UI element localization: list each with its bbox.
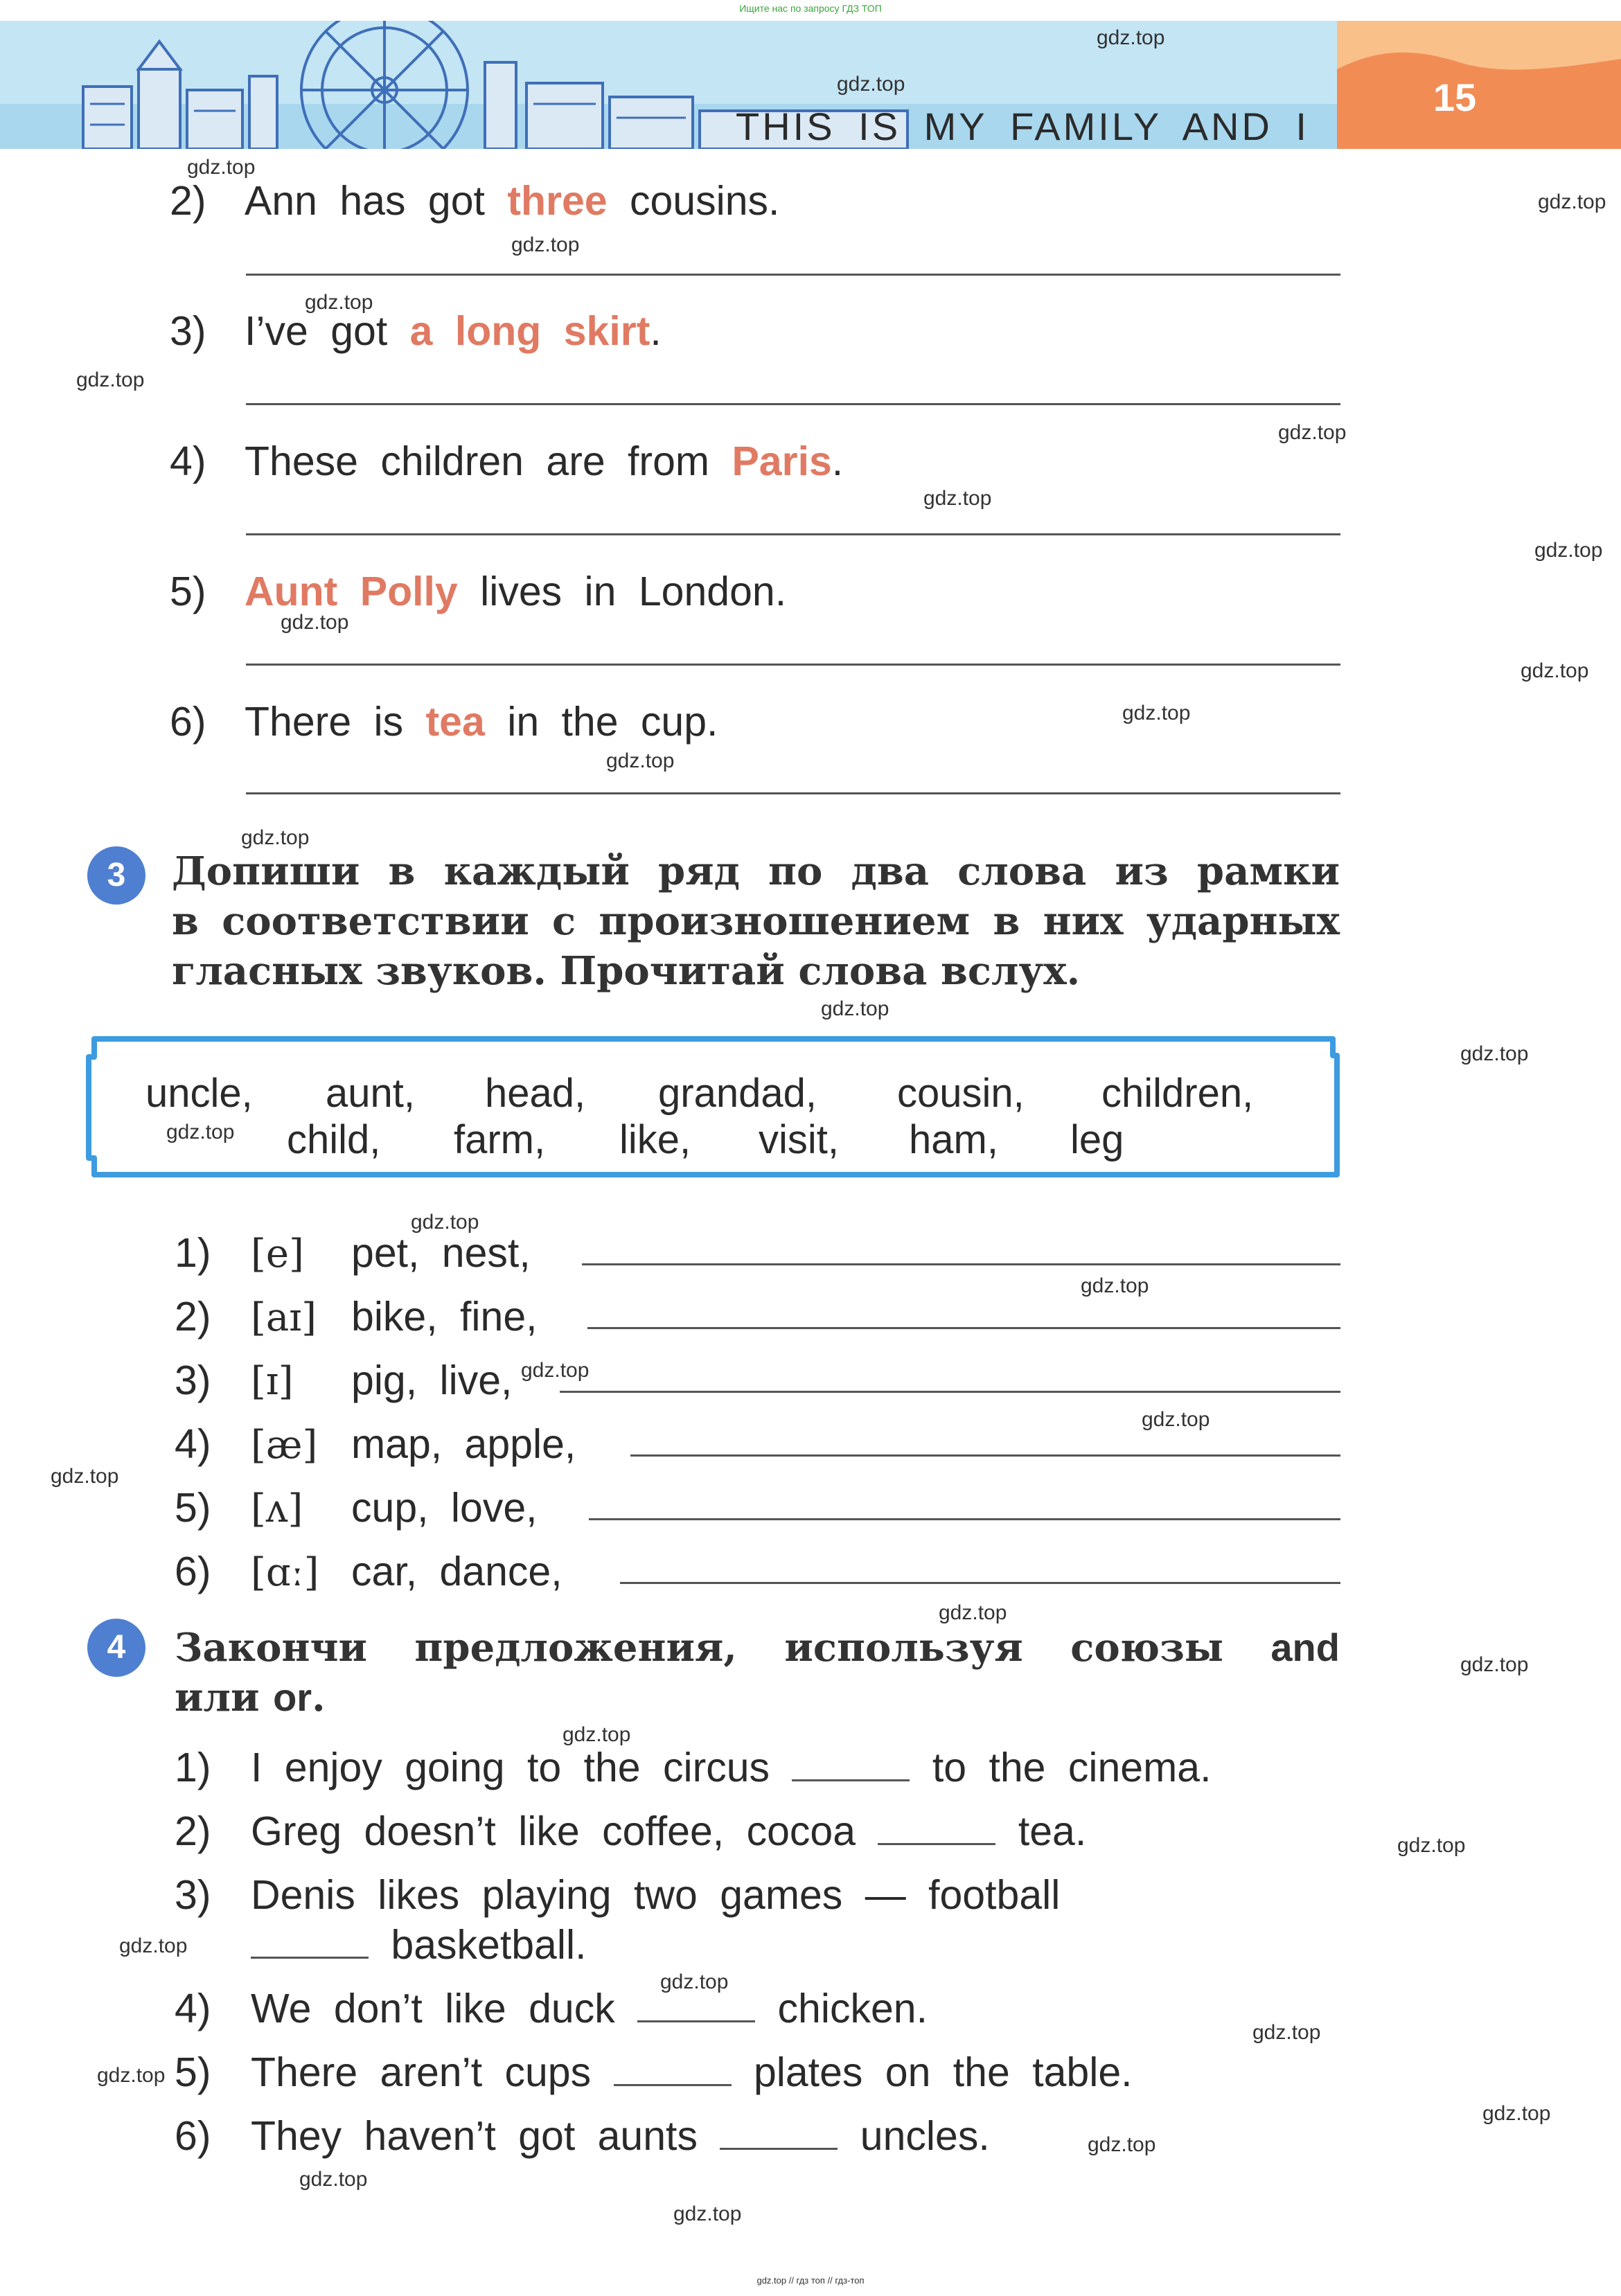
box-word: visit, xyxy=(759,1117,839,1162)
sound-row-1: 1) [e] pet, nest, xyxy=(175,1230,531,1276)
item-number: 4) xyxy=(170,438,206,484)
answer-blank[interactable] xyxy=(720,2120,838,2150)
watermark: gdz.top xyxy=(1088,2133,1156,2156)
watermark: gdz.top xyxy=(1397,1834,1466,1857)
box-word: child, xyxy=(287,1117,381,1162)
sentence-6: 6) There is tea in the cup. xyxy=(170,699,718,745)
watermark: gdz.top xyxy=(241,826,310,849)
watermark: gdz.top xyxy=(299,2168,368,2191)
watermark: gdz.top xyxy=(411,1211,479,1234)
page-title: THIS IS MY FAMILY AND I xyxy=(736,105,1309,148)
watermark: gdz.top xyxy=(821,997,889,1020)
conjunction-item-6: 6) They haven’t got aunts uncles. xyxy=(175,2113,990,2159)
watermark: gdz.top xyxy=(606,749,675,772)
watermark: gdz.top xyxy=(563,1723,631,1746)
watermark: gdz.top xyxy=(1521,659,1589,682)
item-number: 6) xyxy=(170,699,206,745)
sound-row-5: 5) [ʌ] cup, love, xyxy=(175,1485,538,1531)
conjunction-item-2: 2) Greg doesn’t like coffee, cocoa tea. xyxy=(175,1808,1087,1854)
watermark: gdz.top xyxy=(1460,1042,1529,1065)
watermark: gdz.top xyxy=(1252,2021,1321,2044)
page-number: 15 xyxy=(1433,75,1477,119)
top-note: Ищите нас по запросу ГДЗ ТОП xyxy=(739,3,882,14)
watermark: gdz.top xyxy=(660,1970,729,1993)
watermark: gdz.top xyxy=(97,2064,166,2087)
watermark: gdz.top xyxy=(1122,702,1191,724)
watermark: gdz.top xyxy=(1081,1274,1149,1297)
box-word: farm, xyxy=(454,1117,546,1162)
watermark: gdz.top xyxy=(521,1359,590,1382)
answer-line[interactable] xyxy=(630,1454,1340,1457)
sound-row-4: 4) [æ] map, apple, xyxy=(175,1421,576,1468)
exercise-4-instruction-line1: Закончи предложения, используя союзы and xyxy=(175,1625,1340,1671)
watermark: gdz.top xyxy=(673,2202,742,2225)
answer-line[interactable] xyxy=(246,403,1340,405)
watermark: gdz.top xyxy=(1460,1653,1529,1676)
exercise-3-instruction: Допиши в каждый ряд по два слова из рамки в соответствии с произношением в них ударных гласных звуков. Прочитай слова вслух. xyxy=(172,848,1340,994)
box-word: ham, xyxy=(909,1117,998,1162)
answer-line[interactable] xyxy=(246,664,1340,666)
sound-row-3: 3) [ɪ] pig, live, xyxy=(175,1358,513,1404)
watermark: gdz.top xyxy=(1538,190,1606,213)
box-word: leg xyxy=(1070,1117,1124,1162)
watermark: gdz.top xyxy=(1142,1408,1210,1431)
box-word: children, xyxy=(1101,1071,1254,1116)
sentence-5: 5) Aunt Polly lives in London. xyxy=(170,569,787,614)
watermark: gdz.top xyxy=(511,233,580,256)
exercise-4-instruction-line2: или or. xyxy=(175,1675,326,1720)
sentence-2: 2) Ann has got three cousins. xyxy=(170,178,780,224)
answer-line[interactable] xyxy=(246,274,1340,276)
watermark: gdz.top xyxy=(305,291,373,314)
watermark: gdz.top xyxy=(923,487,992,510)
sentence-4: 4) These children are from Paris. xyxy=(170,438,844,484)
exercise-4-badge: 4 xyxy=(87,1619,145,1677)
box-word: aunt, xyxy=(326,1071,415,1116)
item-number: 2) xyxy=(170,178,206,224)
watermark: gdz.top xyxy=(166,1121,235,1143)
item-number: 5) xyxy=(170,569,206,614)
watermark: gdz.top xyxy=(187,156,256,179)
box-word: head, xyxy=(485,1071,586,1116)
watermark: gdz.top xyxy=(51,1465,119,1488)
conjunction-item-4: 4) We don’t like duck chicken. xyxy=(175,1986,928,2031)
answer-line[interactable] xyxy=(246,792,1340,794)
answer-blank[interactable] xyxy=(792,1752,910,1781)
conjunction-item-1: 1) I enjoy going to the circus to the cinema. xyxy=(175,1745,1212,1790)
answer-line[interactable] xyxy=(620,1582,1340,1584)
footer-note: gdz.top // гдз топ // гдз-топ xyxy=(756,2275,865,2286)
box-word: uncle, xyxy=(145,1071,253,1116)
answer-blank[interactable] xyxy=(251,1929,369,1959)
answer-line[interactable] xyxy=(589,1518,1340,1520)
answer-line[interactable] xyxy=(582,1263,1340,1265)
watermark: gdz.top xyxy=(837,73,905,96)
exercise-3-badge: 3 xyxy=(87,846,145,905)
answer-blank[interactable] xyxy=(878,1815,995,1845)
conjunction-item-3: 3) Denis likes playing two games — football xyxy=(175,1872,1061,1918)
watermark: gdz.top xyxy=(1482,2102,1551,2125)
sound-row-6: 6) [ɑː] car, dance, xyxy=(175,1549,563,1595)
answer-blank[interactable] xyxy=(614,2056,732,2086)
conjunction-item-3-cont: basketball. xyxy=(251,1921,586,1968)
watermark: gdz.top xyxy=(1097,26,1165,49)
answer-blank[interactable] xyxy=(637,1993,755,2022)
conjunction-item-5: 5) There aren’t cups plates on the table. xyxy=(175,2049,1133,2095)
answer-line[interactable] xyxy=(246,533,1340,535)
watermark: gdz.top xyxy=(939,1601,1007,1624)
watermark: gdz.top xyxy=(1534,539,1603,562)
box-word: grandad, xyxy=(658,1071,817,1116)
watermark: gdz.top xyxy=(281,611,349,634)
answer-line[interactable] xyxy=(560,1391,1340,1393)
sentence-3: 3) I’ve got a long skirt. xyxy=(170,308,662,354)
sound-row-2: 2) [aɪ] bike, fine, xyxy=(175,1294,538,1340)
answer-line[interactable] xyxy=(587,1327,1340,1329)
watermark: gdz.top xyxy=(119,1934,188,1957)
box-word: cousin, xyxy=(897,1071,1025,1116)
item-number: 3) xyxy=(170,308,206,354)
watermark: gdz.top xyxy=(1278,421,1347,444)
watermark: gdz.top xyxy=(76,368,145,391)
box-word: like, xyxy=(619,1117,691,1162)
